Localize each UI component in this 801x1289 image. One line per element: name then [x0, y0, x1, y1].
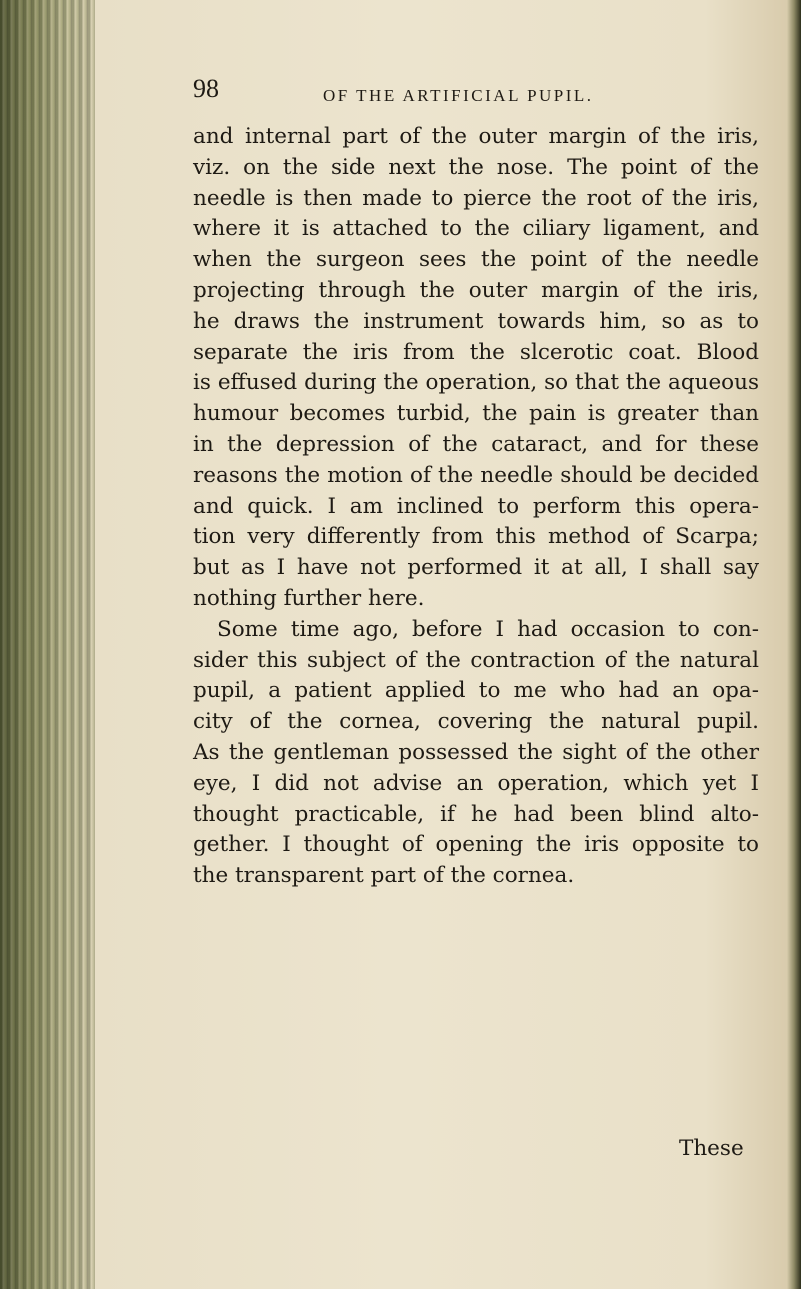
text-line: viz. on the side next the nose. The point of the: [193, 154, 759, 180]
text-line: tion very differently from this method of Scarpa;: [193, 524, 759, 550]
text-line: sider this subject of the contraction of the natural: [193, 647, 759, 673]
text-line: when the surgeon sees the point of the needle: [193, 247, 759, 273]
running-title: OF THE ARTIFICIAL PUPIL.: [323, 86, 594, 105]
page-number: 98: [193, 74, 219, 103]
text-line: gether. I thought of opening the iris opposite to: [193, 832, 759, 858]
text-line: and internal part of the outer margin of the iris,: [193, 124, 759, 149]
text-line: nothing further here.: [193, 585, 425, 611]
body-text: [193, 122, 759, 892]
catchword: These: [679, 1136, 744, 1161]
text-line: in the depression of the cataract, and for these: [193, 431, 759, 457]
text-line: where it is attached to the ciliary ligament, and: [193, 216, 759, 242]
text-line: city of the cornea, covering the natural pupil.: [193, 709, 759, 735]
text-line: projecting through the outer margin of the iris,: [193, 277, 759, 303]
text-line: he draws the instrument towards him, so as to: [193, 308, 759, 334]
text-line: reasons the motion of the needle should be decided: [193, 462, 759, 488]
text-line: Some time ago, before I had occasion to con-: [217, 616, 759, 642]
text-line: separate the iris from the slcerotic coat. Blood: [193, 339, 759, 365]
text-line: but as I have not performed it at all, I shall say: [193, 555, 759, 581]
page-outer-edge: [787, 0, 801, 1289]
text-line: needle is then made to pierce the root of the iris,: [193, 185, 759, 211]
text-line: As the gentleman possessed the sight of the other: [193, 739, 759, 765]
page-binding-edge: [0, 0, 95, 1289]
text-line: humour becomes turbid, the pain is greater than: [193, 401, 759, 427]
text-line: eye, I did not advise an operation, which yet I: [193, 770, 759, 796]
text-line: thought practicable, if he had been blind alto-: [193, 801, 759, 827]
text-line: is effused during the operation, so that the aqueous: [193, 370, 759, 396]
page-header: [193, 74, 753, 110]
text-line: pupil, a patient applied to me who had an opa-: [193, 678, 759, 704]
text-line: and quick. I am inclined to perform this opera-: [193, 493, 759, 519]
text-line: the transparent part of the cornea.: [193, 863, 575, 889]
